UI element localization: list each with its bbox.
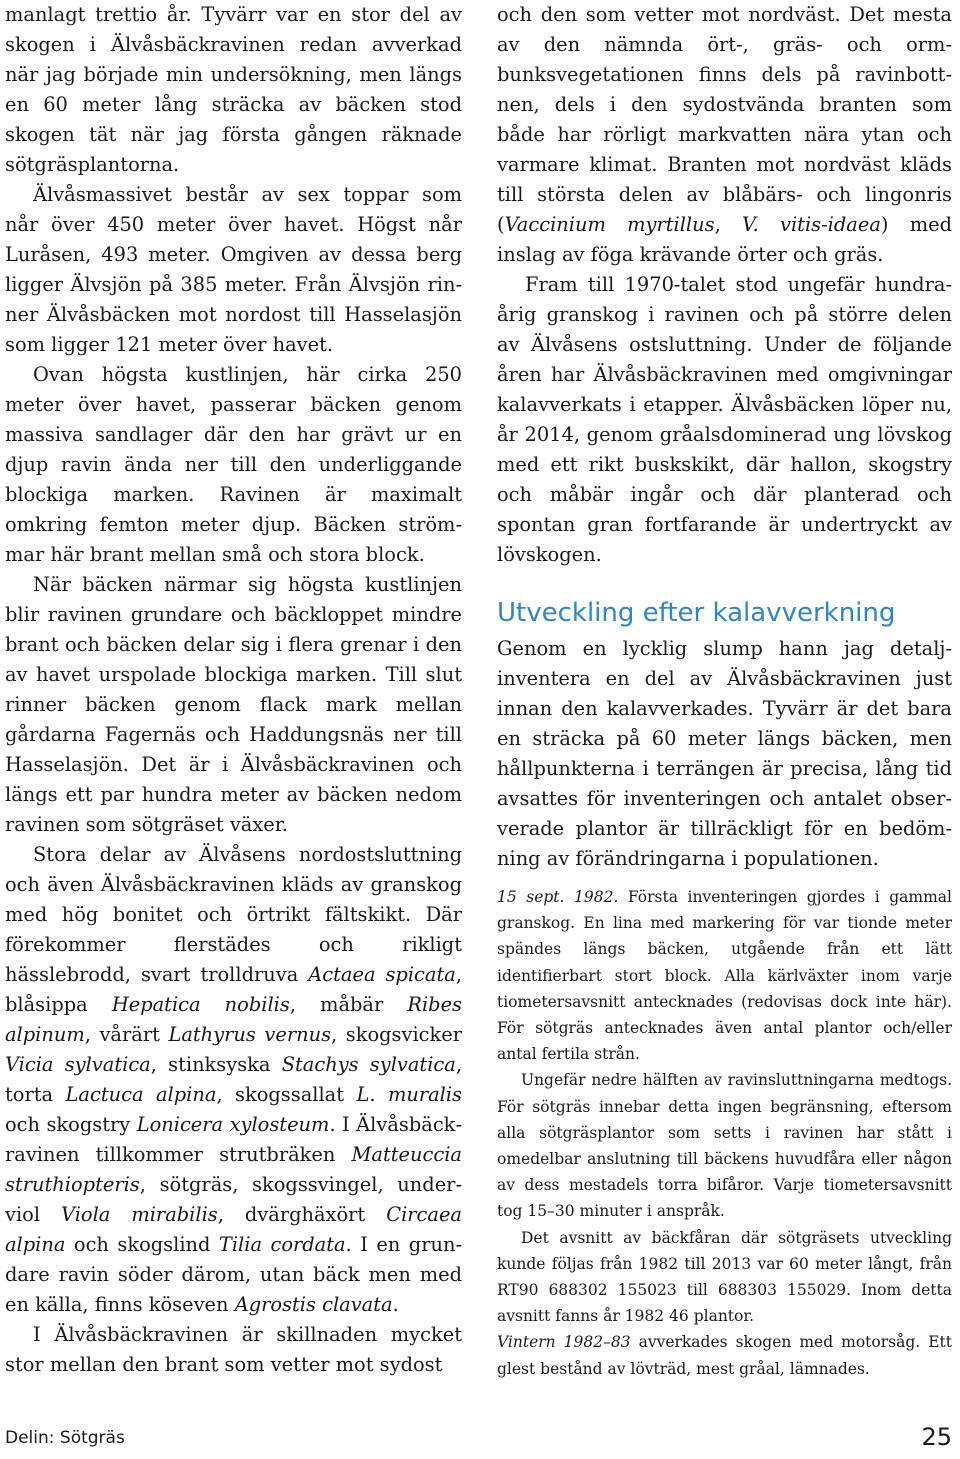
text-run: , måbär [289, 993, 408, 1016]
text-run: , stinksyska [150, 1053, 282, 1076]
text-run: , dvärghäxört [217, 1203, 387, 1226]
entry-date: 15 sept. 1982 [497, 888, 614, 906]
species-name: L. muralis [356, 1083, 463, 1106]
species-name: Vaccinium myrtillus [504, 213, 715, 236]
text-run: och skogstry [5, 1113, 137, 1136]
species-name: Hepatica nobilis [111, 993, 290, 1016]
text-run: ) med inslag av föga krävande örter och gräs. [497, 213, 952, 266]
entry-text: . Första inventeringen gjordes i gammal granskog. En lina med markering för var tionde meter spändes längs bäcken, utgående från ett lätt identifierbart stort block. Alla kärlväxter inom varje tiometersavsnitt antecknades (redovisas dock inte här). För sötgräs antecknades även antal plantor och/eller antal fertila strån. [497, 888, 952, 1064]
paragraph: manlagt trettio år. Tyvärr var en stor del av skogen i Älvåsbäckravinen redan avverkad när jag började min undersökning, men längs en 60 meter lång sträcka av bäcken stod skogen tät när jag första gången räknade sötgräsplantorna. [5, 3, 462, 176]
footer-author: Delin: Sötgräs [5, 1428, 125, 1448]
species-name: Lathyrus vernus [168, 1023, 332, 1046]
paragraph: Ovan högsta kustlinjen, här cirka 250 meter över havet, passerar bäcken genom massiva sandlager där den har grävt ur en djup ravin ända ner till den underliggande blockiga marken. Ravinen är maximalt omkring femton meter djup. Bäcken strömmar här brant mellan små och stora block. [5, 363, 462, 566]
paragraph-species-list [5, 840, 462, 1320]
section-heading: Utveckling efter kalavverkning [497, 598, 896, 628]
text-run: Stora delar av Älvåsens nordostsluttning och även Älvåsbäckravinen kläds av granskog med hög bonitet och örtrikt fältskikt. Där förekommer flerstädes och rikligt hässlebrodd, svart trolldruva [5, 843, 462, 986]
species-name: Ribes alpinum [5, 993, 462, 1046]
text-run: , vårärt [84, 1023, 169, 1046]
species-name: Agrostis clavata [234, 1293, 393, 1316]
text-run: . I Älvåsbäckravinen tillkommer strutbräken [5, 1113, 462, 1166]
section-intro [497, 634, 952, 874]
right-body-text [497, 0, 952, 570]
right-column [497, 0, 952, 1382]
species-name: Viola mirabilis [61, 1203, 218, 1226]
species-name: Matteuccia struthiopteris [5, 1143, 462, 1196]
text-run: , sötgräs, skogssvingel, underviol [5, 1173, 462, 1226]
paragraph [497, 0, 952, 270]
text-run: , torta [5, 1053, 463, 1106]
log-entry [497, 884, 952, 1067]
text-run: , skogssallat [216, 1083, 357, 1106]
inventory-log [497, 884, 952, 1382]
paragraph: Fram till 1970-talet stod ungefär hundraårig granskog i ravinen och på större delen av Älvåsens ostsluttning. Under de följande åren har Älvåsbäckravinen med omgivningar kalavverkats i etapper. Älvåsbäcken löper nu, år 2014, genom gråalsdominerad ung lövskog med ett rikt buskskikt, där hallon, skogstry och måbär ingår och där planterad och spontan gran fortfarande är undertryckt av lövskogen. [497, 273, 952, 566]
log-paragraph: Det avsnitt av bäckfåran där sötgräsets utveckling kunde följas från 1982 till 2013 var 60 meter långt, från RT90 688302 155023 till 688303 155029. Inom detta avsnitt fanns år 1982 46 plantor. [497, 1228, 952, 1326]
log-entry [497, 1329, 952, 1381]
text-run: och skogslind [65, 1233, 219, 1256]
page-number: 25 [921, 1423, 952, 1451]
entry-text: avverkades skogen med motorsåg. Ett glest bestånd av lövträd, mest gråal, lämnades. [497, 1333, 952, 1378]
log-paragraph: Ungefär nedre hälften av ravinsluttningarna medtogs. För sötgräs innebar detta ingen begränsning, eftersom alla sötgräsplantor som setts i ravinen har stått i omedelbar anslutning till bäckens huvudfåra eller någon av dess mestadels torra bifåror. Varje tiometersavsnitt tog 15–30 minuter i anspråk. [497, 1071, 952, 1221]
species-name: Vicia sylvatica [5, 1053, 151, 1076]
text-run: , blåsippa [5, 963, 462, 1016]
paragraph: Älvåsmassivet består av sex toppar som når över 450 meter över havet. Högst når Luråsen, 493 meter. Omgiven av dessa berg ligger Älvsjön på 385 meter. Från Älvsjön rinner Älvåsbäcken mot nordost till Hasselasjön som ligger 121 meter över havet. [5, 183, 462, 356]
species-name: Lactuca alpina [65, 1083, 217, 1106]
text-run: och den som vetter mot nordväst. Det mesta av den nämnda ört-, gräs- och ormbunksvegetationen finns dels på ravinbottnen, dels i den sydostvända branten som både har rörligt markvatten nära ytan och varmare klimat. Branten mot nordväst kläds till största delen av blåbärs- och lingonris ( [497, 3, 952, 236]
entry-date: Vintern 1982–83 [497, 1333, 631, 1352]
species-name: Stachys sylvatica [281, 1053, 456, 1076]
text-run: , [714, 213, 742, 236]
text-run: . [392, 1293, 399, 1316]
species-name: Actaea spicata [308, 963, 456, 986]
paragraph: Genom en lycklig slump hann jag detaljinventera en del av Älvåsbäckravinen just innan den kalavverkades. Tyvärr är det bara en sträcka på 60 meter längs bäcken, men hållpunkterna i terrängen är precisa, lång tid avsattes för inventeringen och antalet observerade plantor är tillräckligt för en bedömning av förändringarna i populationen. [497, 637, 952, 870]
species-name: Lonicera xylosteum [136, 1113, 330, 1136]
paragraph: I Älvåsbäckravinen är skillnaden mycket stor mellan den brant som vetter mot sydost [5, 1323, 462, 1376]
species-name: Tilia cordata [218, 1233, 346, 1256]
text-run: , skogsvicker [331, 1023, 463, 1046]
species-name: V. vitis-idaea [741, 213, 881, 236]
text-run: . I en grundare ravin söder därom, utan bäck men med en källa, finns köseven [5, 1233, 463, 1316]
left-column [5, 0, 462, 1380]
species-name: Circaea alpina [5, 1203, 462, 1256]
paragraph: När bäcken närmar sig högsta kustlinjen blir ravinen grundare och bäckloppet mindre brant och bäcken delar sig i flera grenar i den av havet urspolade blockiga marken. Till slut rinner bäcken genom flack mark mellan gårdarna Fagernäs och Haddungsnäs ner till Hasselasjön. Det är i Älvåsbäckravinen och längs ett par hundra meter av bäcken nedom ravinen som sötgräset växer. [5, 573, 462, 836]
